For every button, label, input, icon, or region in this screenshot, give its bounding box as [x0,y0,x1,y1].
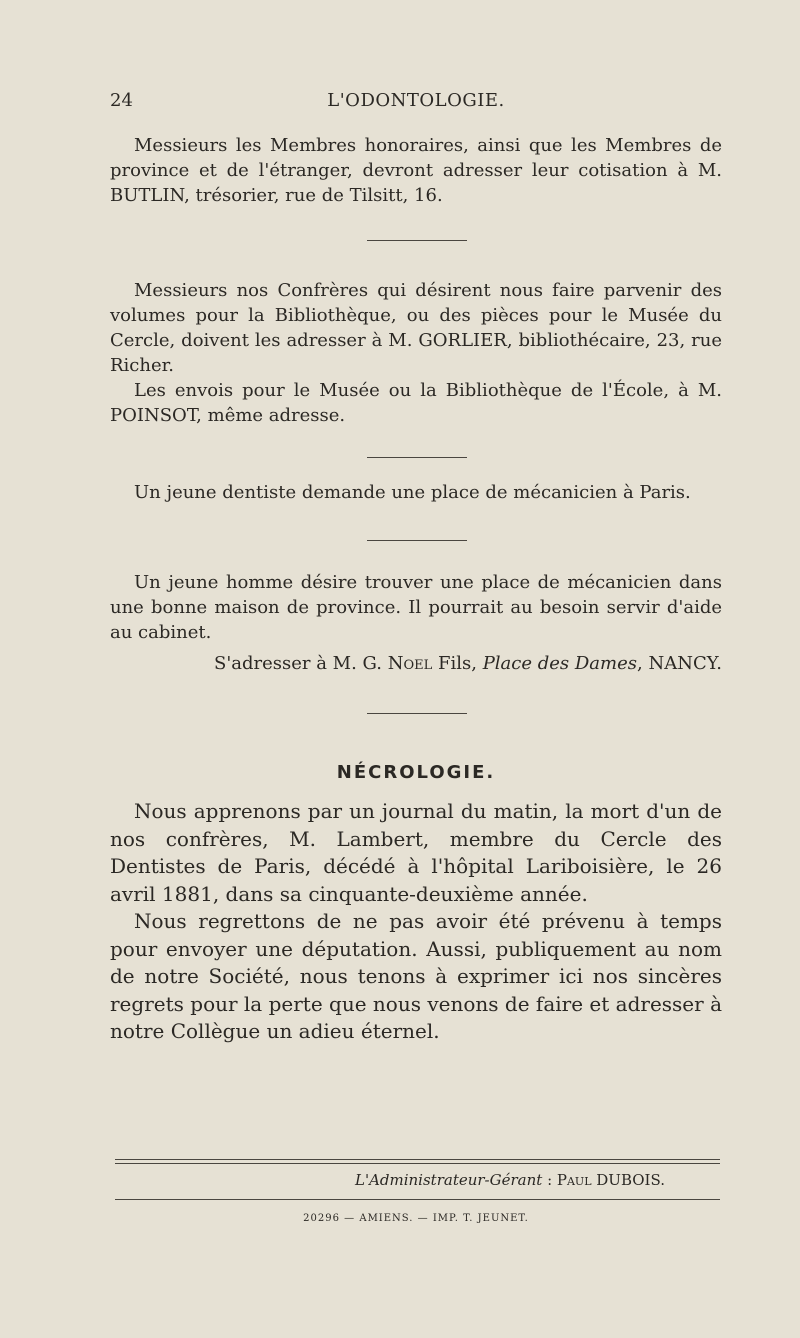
admin-separator: : [542,1171,557,1189]
notice-library-school-text: Les envois pour le Musée ou la Bibliothèque de l'École, à M. POINSOT, même adresse. [110,380,722,426]
notice-members-text: Messieurs les Membres honoraires, ainsi que les Membres de province et de l'étranger, devront adresser leur cotisation à M. BUTLIN, trésorier, rue de Tilsitt, 16. [110,135,722,206]
necrology [110,798,722,1046]
ad-young-man [110,570,722,676]
section-divider [367,713,467,714]
necrology-paragraph-2: Nous regrettons de ne pas avoir été prévenu à temps pour envoyer une députation. Aussi, publiquement au nom de notre Société, nous tenons à exprimer ici nos sincères regrets pour la perte que nous venons de faire et adresser à notre Collègue un adieu éternel. [110,909,722,1043]
contact-prefix: S'adresser à M. G. [213,653,388,674]
necrology-paragraph-1: Nous apprenons par un journal du matin, la mort d'un de nos confrères, M. Lambert, membre du Cercle des Dentistes de Paris, décédé à l'hôpital Lariboisière, le 26 avril 1881, dans sa cinquante-deuxième année. [110,799,722,906]
page-number: 24 [110,90,133,111]
administrator-line [110,1171,665,1189]
contact-name: Noel [387,653,433,674]
ad-young-man-text: Un jeune homme désire trouver une place de mécanicien dans une bonne maison de province. Il pourrait au besoin servir d'aide au cabinet. [110,572,722,643]
ad-dentist [110,480,722,505]
admin-last-name: DUBOIS. [591,1171,665,1189]
ad-contact-line [110,651,722,676]
section-divider [367,240,467,241]
page-header [110,90,722,118]
notice-library [110,278,722,428]
contact-fils: Fils, [432,653,483,674]
printer-imprint: 20296 — AMIENS. — IMP. T. JEUNET. [303,1213,529,1224]
footer-rule-lower [115,1199,720,1200]
necrology-title: NÉCROLOGIE. [336,762,496,783]
notice-members [110,133,722,208]
section-divider [367,457,467,458]
admin-first-name: Paul [556,1171,592,1189]
footer-rule-bottom [115,1163,720,1164]
ad-dentist-text: Un jeune dentiste demande une place de mécanicien à Paris. [134,482,691,503]
contact-place: Place des Dames [482,653,637,674]
notice-library-text: Messieurs nos Confrères qui désirent nous faire parvenir des volumes pour la Bibliothèque, ou des pièces pour le Musée du Cercle, doivent les adresser à M. GORLIER, bibliothécaire, 23, rue Richer. [110,280,722,376]
running-title: L'ODONTOLOGIE. [327,90,505,111]
admin-label: L'Administrateur-Gérant [354,1171,543,1189]
footer-rule-top [115,1159,720,1160]
section-divider [367,540,467,541]
contact-city: , NANCY. [637,653,722,674]
